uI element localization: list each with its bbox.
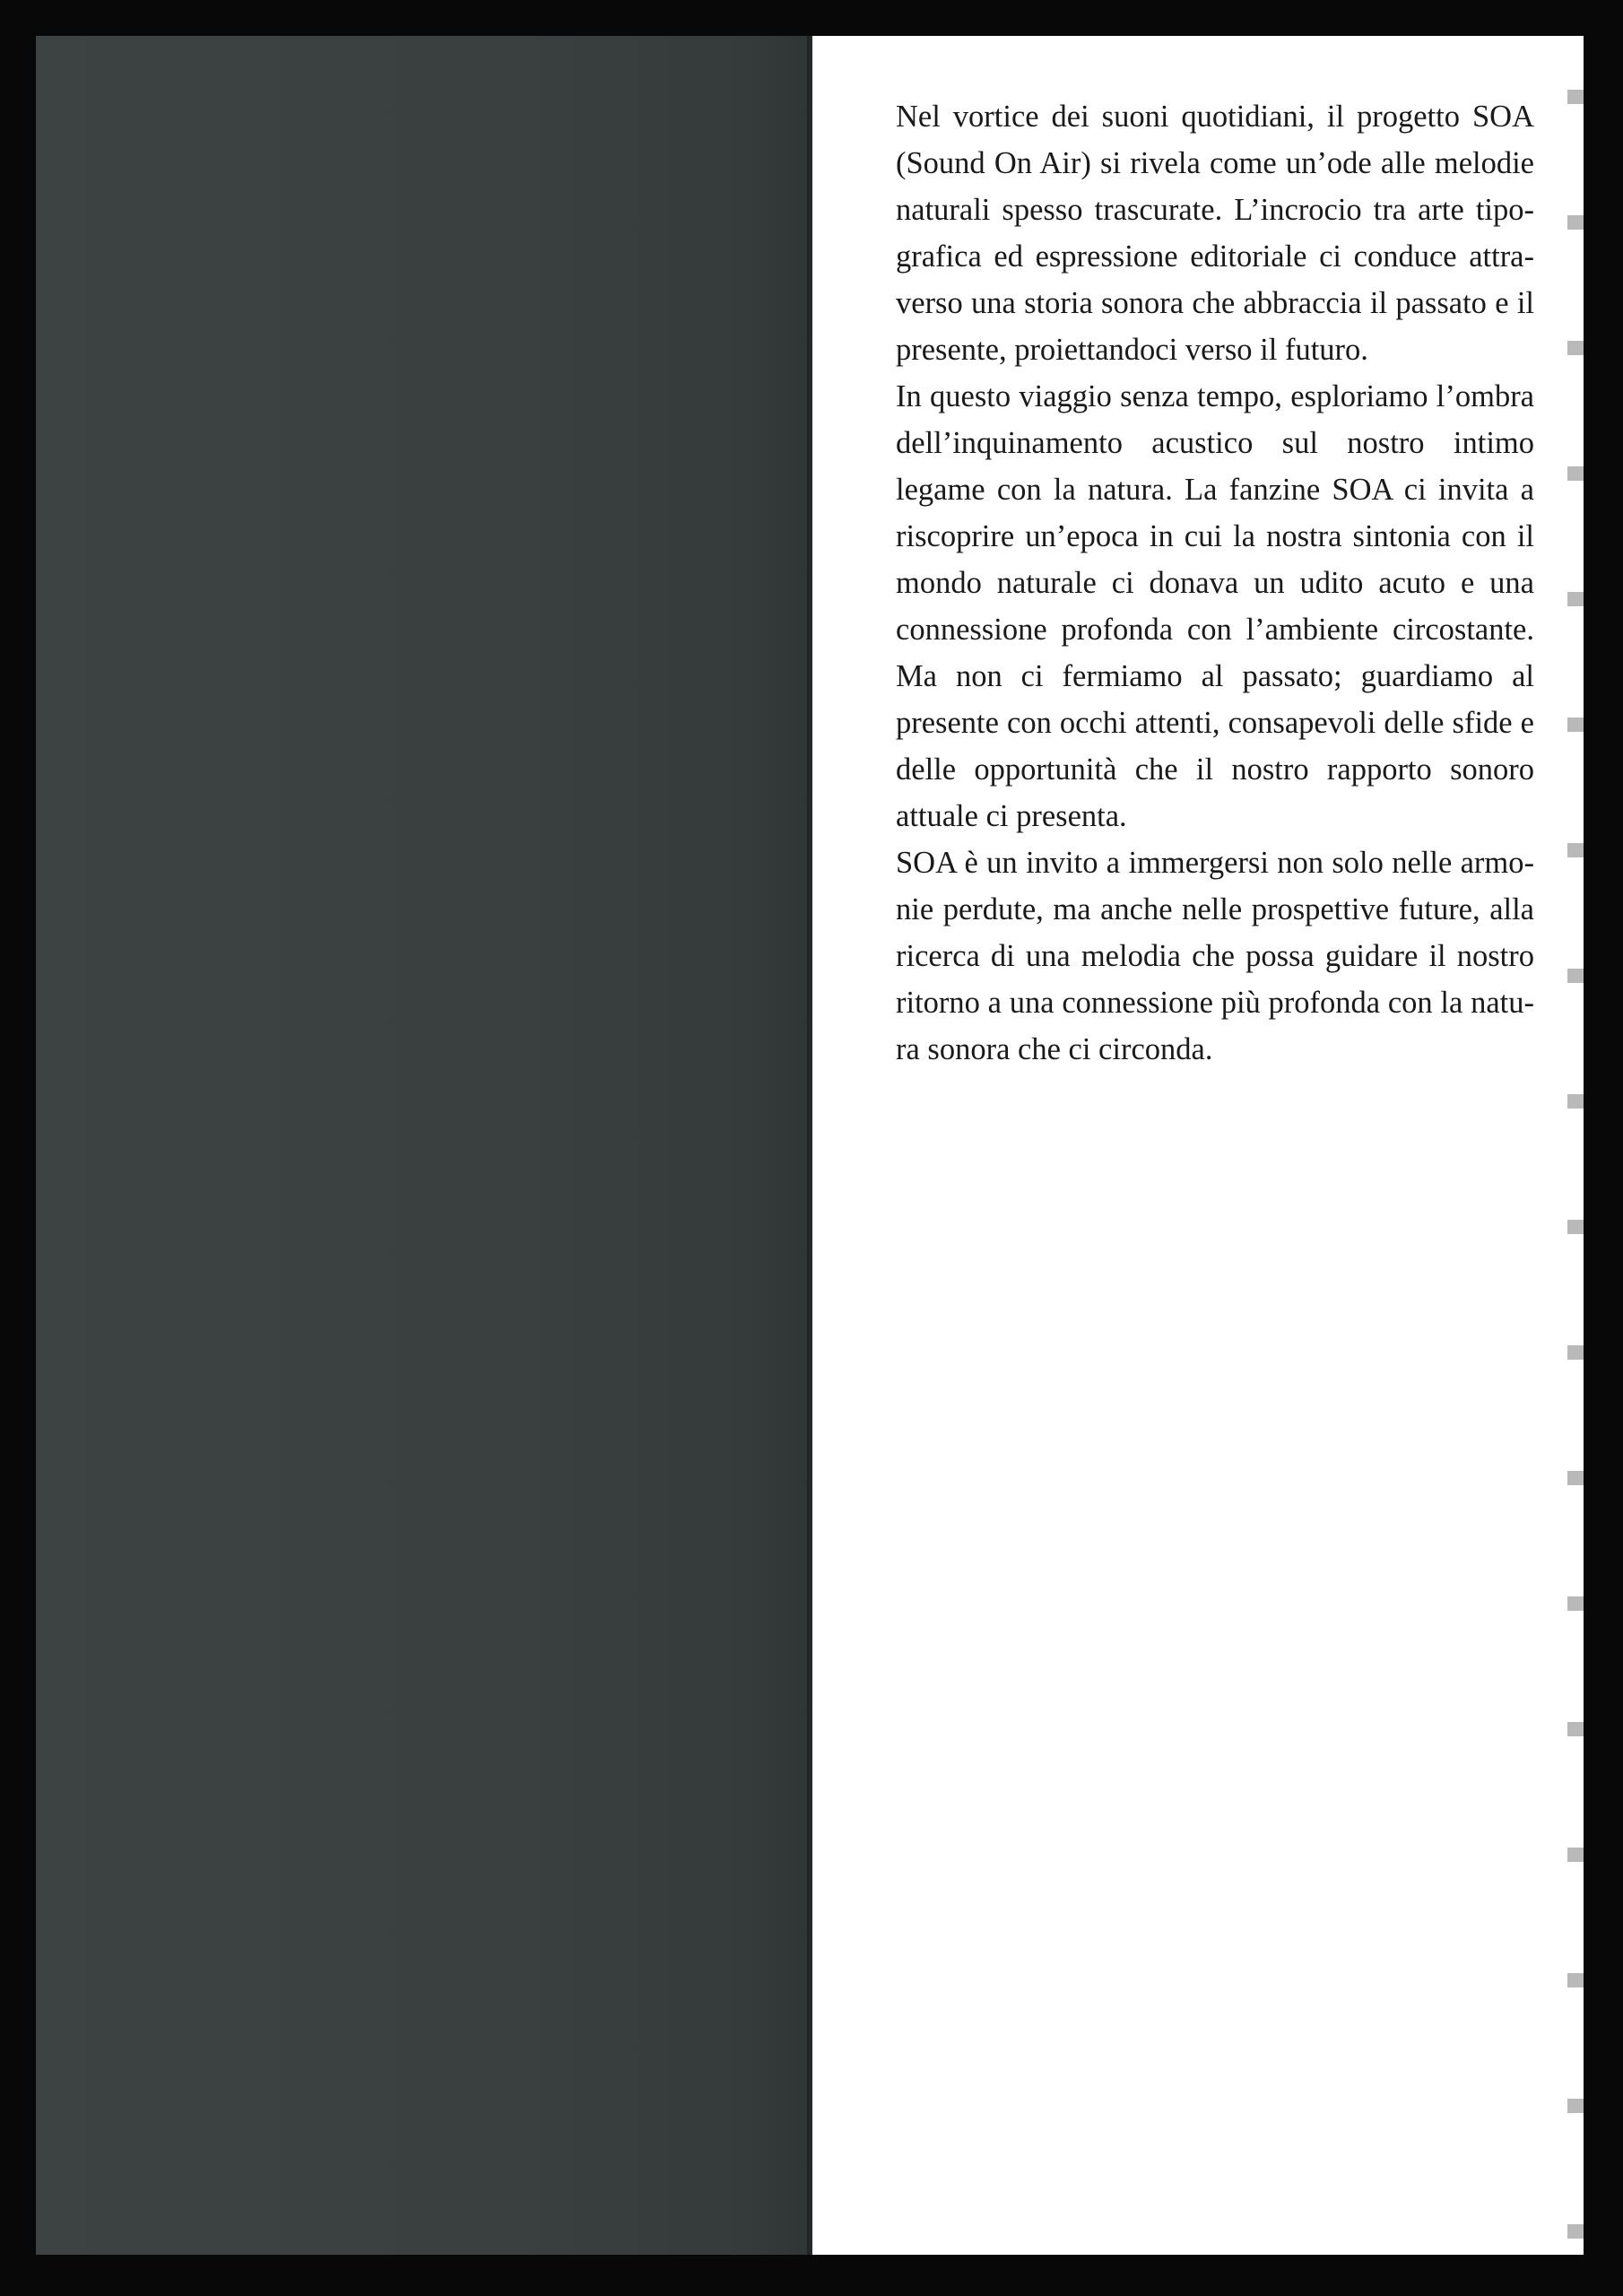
book-spread [36, 36, 1584, 2255]
right-page [812, 36, 1584, 2255]
body-text [896, 93, 1534, 1073]
left-page-dark [36, 36, 812, 2255]
paragraph-2: In questo viaggio senza tempo, esploriamo l’ombra dell’inquinamento acustico sul nostro intimo legame con la natura. La fanzine SOA ci invita a riscoprire un’epoca in cui la nostra sintonia con il mondo naturale ci donava un udito acuto e una connessione profonda con l’ambiente circostante. Ma non ci fermiamo al passato; guardiamo al presente con occhi attenti, consapevoli delle sfide e delle opportunità che il nostro rapporto sonoro attuale ci presenta. [896, 379, 1534, 833]
paragraph-3: SOA è un invito a immergersi non solo nelle armonie perdute, ma anche nelle prospettive future, alla ricerca di una melodia che possa guidare il nostro ritorno a una connessione più profonda con la natura sonora che ci circonda. [896, 846, 1534, 1066]
paragraph-1: Nel vortice dei suoni quotidiani, il progetto SOA (Sound On Air) si rivela come un’ode alle melodie naturali spesso trascurate. L’incrocio tra arte tipografica ed espressione editoriale ci conduce attraverso una storia sonora che abbraccia il passato e il presente, proiettandoci verso il futuro. [896, 100, 1534, 367]
